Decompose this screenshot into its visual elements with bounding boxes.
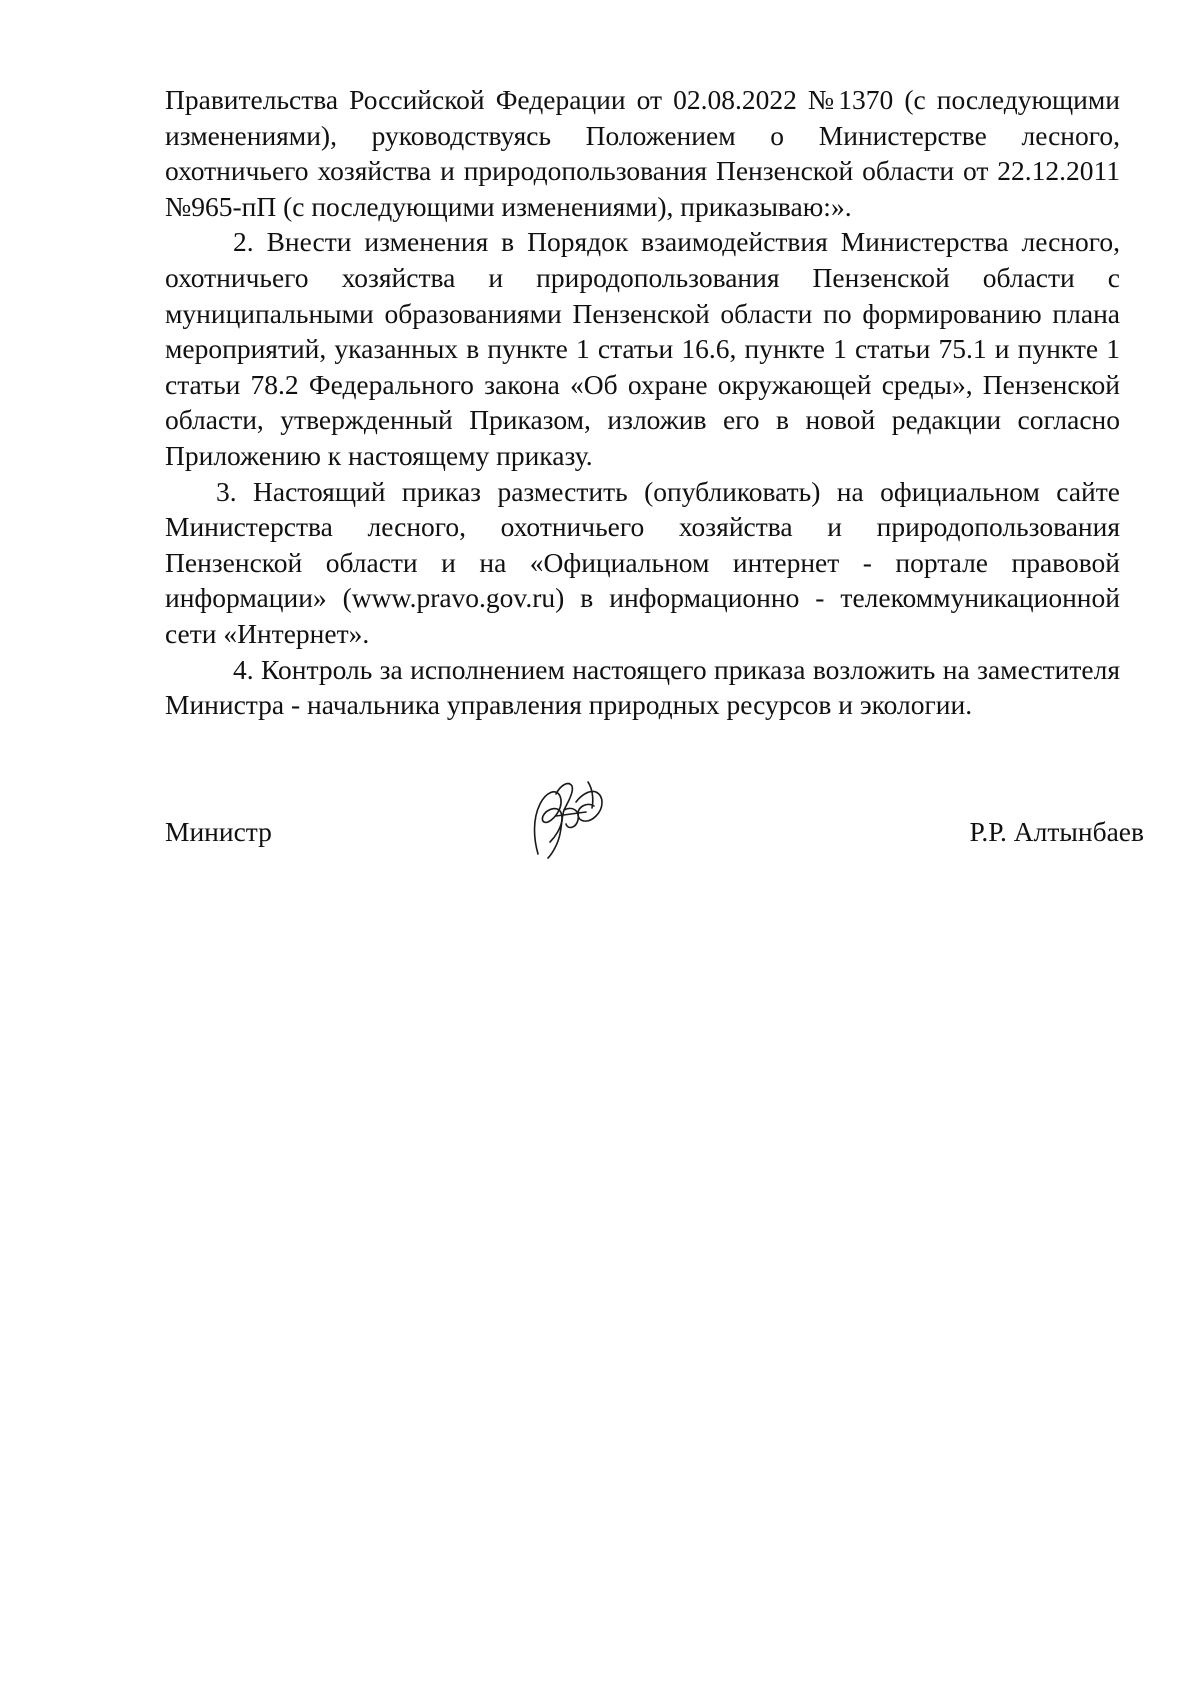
document-body [165, 82, 1120, 723]
signer-position: Министр [165, 816, 272, 847]
signer-name: Р.Р. Алтынбаев [969, 816, 1144, 847]
paragraph-item-2: 2. Внести изменения в Порядок взаимодействия Министерства лесного, охотничьего хозяйства и природопользования Пензенской области с муниципальными образованиями Пензенской области по формированию плана мероприятий, указанных в пункте 1 статьи 16.6, пункте 1 статьи 75.1 и пункте 1 статьи 78.2 Федерального закона «Об охране окружающей среды», Пензенской области, утвержденный Приказом, изложив его в новой редакции согласно Приложению к настоящему приказу. [165, 226, 1120, 471]
paragraph-item-4: 4. Контроль за исполнением настоящего приказа возложить на заместителя Министра - начальника управления природных ресурсов и экологии. [165, 653, 1120, 721]
paragraph-item-3: 3. Настоящий приказ разместить (опубликовать) на официальном сайте Министерства лесного, охотничьего хозяйства и природопользования Пензенской области и на «Официальном интернет - портале правовой информации» (www.pravo.gov.ru) в информационно - телекоммуникационной сети «Интернет». [165, 475, 1120, 649]
handwritten-signature-icon [516, 772, 616, 860]
paragraph-preamble-continuation: Правительства Российской Федерации от 02.08.2022 №1370 (с последующими изменениями), руководствуясь Положением о Министерстве лесного, охотничьего хозяйства и природопользования Пензенской области от 22.12.2011 №965-пП (с последующими изменениями), приказываю:». [165, 84, 1120, 222]
